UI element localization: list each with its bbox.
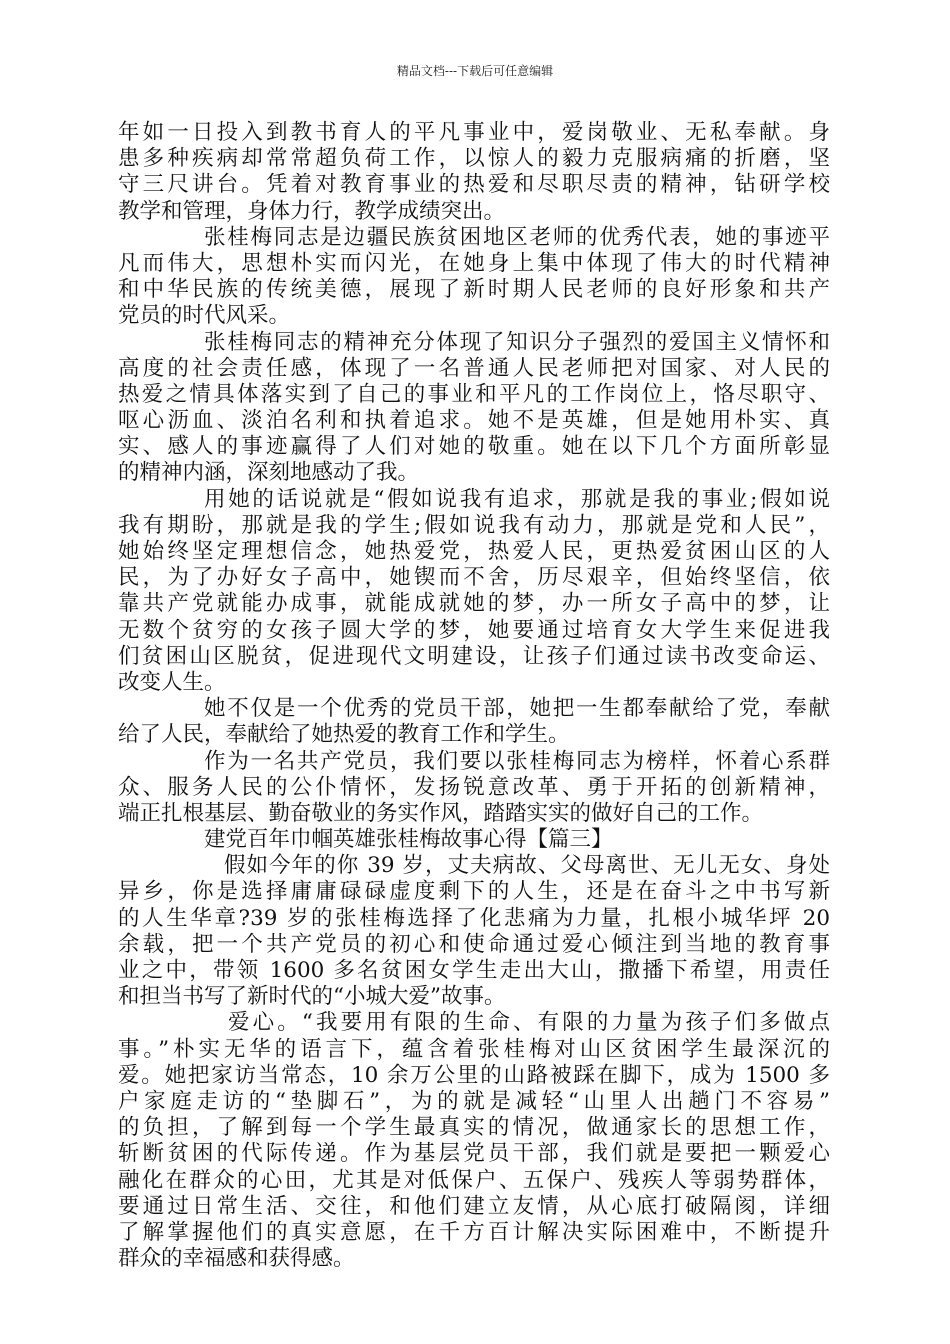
paragraph-line: 爱心。“我要用有限的生命、有限的力量为孩子们多做点 — [228, 1010, 830, 1036]
paragraph-line: 余载，把一个共产党员的初心和使命通过爱心倾注到当地的教育事 — [118, 931, 830, 957]
paragraph-line: 高度的社会责任感，体现了一名普通人民老师把对国家、对人民的 — [118, 355, 830, 381]
paragraph — [118, 696, 830, 748]
paragraph-line: 张桂梅同志是边疆民族贫困地区老师的优秀代表，她的事迹平 — [204, 224, 830, 250]
paragraph — [118, 827, 830, 853]
paragraph-line: 异乡，你是选择庸庸碌碌虚度剩下的人生，还是在奋斗之中书写新 — [118, 879, 830, 905]
paragraph-line: 年如一日投入到教书育人的平凡事业中，爱岗敬业、无私奉献。身 — [118, 120, 830, 145]
paragraph-line: 了解掌握他们的真实意愿，在千方百计解决实际困难中，不断提升 — [118, 1219, 830, 1245]
paragraph-line: 户家庭走访的“垫脚石”，为的就是减轻“山里人出趟门不容易” — [118, 1088, 830, 1114]
paragraph-line: 靠共产党就能办成事，就能成就她的梦，办一所女子高中的梦，让 — [118, 591, 830, 617]
paragraph — [118, 330, 830, 487]
paragraph-line: 张桂梅同志的精神充分体现了知识分子强烈的爱国主义情怀和 — [204, 329, 830, 355]
paragraph-line: 融化在群众的心田，尤其是对低保户、五保户、残疾人等弱势群体， — [118, 1167, 830, 1193]
paragraph-line: 给了人民，奉献给了她热爱的教育工作和学生。 — [118, 722, 570, 748]
paragraph-line: 守三尺讲台。凭着对教育事业的热爱和尽职尽责的精神，钻研学校 — [118, 172, 830, 198]
paragraph-line: 用她的话说就是“假如说我有追求，那就是我的事业;假如说 — [204, 486, 830, 512]
paragraph-line: 的负担，了解到每一个学生最真实的情况，做通家长的思想工作， — [118, 1115, 830, 1141]
paragraph-line: 爱。她把家访当常态，10 余万公里的山路被踩在脚下，成为 1500 多 — [118, 1062, 830, 1088]
paragraph — [118, 120, 830, 225]
paragraph — [118, 853, 830, 1010]
paragraph — [118, 749, 830, 828]
paragraph-line: 斩断贫困的代际传递。作为基层党员干部，我们就是要把一颗爱心 — [118, 1141, 830, 1167]
paragraph-line: 的人生华章?39 岁的张桂梅选择了化悲痛为力量，扎根小城华坪 20 — [118, 905, 830, 931]
paragraph-line: 呕心沥血、淡泊名利和执着追求。她不是英雄，但是她用朴实、真 — [118, 408, 830, 434]
paragraph-line: 和担当书写了新时代的“小城大爱”故事。 — [118, 984, 506, 1010]
paragraph-line: 群众的幸福感和获得感。 — [118, 1246, 355, 1272]
paragraph-line: 建党百年巾帼英雄张桂梅故事心得【篇三】 — [204, 827, 613, 853]
paragraph-line: 实、感人的事迹赢得了人们对她的敬重。她在以下几个方面所彰显 — [118, 434, 830, 460]
paragraph-line: 患多种疾病却常常超负荷工作，以惊人的毅力克服病痛的折磨，坚 — [118, 146, 830, 172]
paragraph-line: 民，为了办好女子高中，她锲而不舍，历尽艰辛，但始终坚信，依 — [118, 565, 830, 591]
paragraph-line: 作为一名共产党员，我们要以张桂梅同志为榜样，怀着心系群 — [204, 748, 830, 774]
paragraph-line: 她始终坚定理想信念，她热爱党，热爱人民，更热爱贫困山区的人 — [118, 539, 830, 564]
paragraph-line: 无数个贫穷的女孩子圆大学的梦，她要通过培育女大学生来促进我 — [118, 617, 830, 643]
document-body — [118, 120, 830, 1272]
paragraph-line: 改变人生。 — [118, 669, 226, 695]
paragraph-line: 端正扎根基层、勤奋敬业的务实作风，踏踏实实的做好自己的工作。 — [118, 800, 764, 826]
paragraph-line: 教学和管理，身体力行，教学成绩突出。 — [118, 198, 506, 224]
paragraph-line: 党员的时代风采。 — [118, 303, 291, 329]
paragraph-line: 和中华民族的传统美德，展现了新时期人民老师的良好形象和共产 — [118, 277, 830, 303]
paragraph — [118, 487, 830, 697]
paragraph-line: 要通过日常生活、交往，和他们建立友情，从心底打破隔阂，详细 — [118, 1193, 830, 1219]
paragraph — [118, 225, 830, 330]
paragraph-line: 她不仅是一个优秀的党员干部，她把一生都奉献给了党，奉献 — [204, 696, 830, 722]
paragraph-line: 我有期盼，那就是我的学生;假如说我有动力，那就是党和人民”， — [118, 512, 830, 538]
paragraph-line: 凡而伟大，思想朴实而闪光，在她身上集中体现了伟大的时代精神 — [118, 250, 830, 276]
paragraph — [118, 1010, 830, 1272]
paragraph-line: 假如今年的你 39 岁，丈夫病故、父母离世、无儿无女、身处 — [224, 853, 830, 879]
page-header: 精品文档---下载后可任意编辑 — [396, 64, 554, 78]
paragraph-line: 热爱之情具体落实到了自己的事业和平凡的工作岗位上，恪尽职守、 — [118, 381, 830, 407]
paragraph-line: 事。”朴实无华的语言下，蕴含着张桂梅对山区贫困学生最深沉的 — [118, 1036, 830, 1062]
paragraph-line: 众、服务人民的公仆情怀，发扬锐意改革、勇于开拓的创新精神， — [118, 774, 830, 800]
paragraph-line: 们贫困山区脱贫，促进现代文明建设，让孩子们通过读书改变命运、 — [118, 643, 830, 669]
paragraph-line: 业之中，带领 1600 多名贫困女学生走出大山，撒播下希望，用责任 — [118, 958, 830, 983]
paragraph-line: 的精神内涵，深刻地感动了我。 — [118, 460, 420, 486]
